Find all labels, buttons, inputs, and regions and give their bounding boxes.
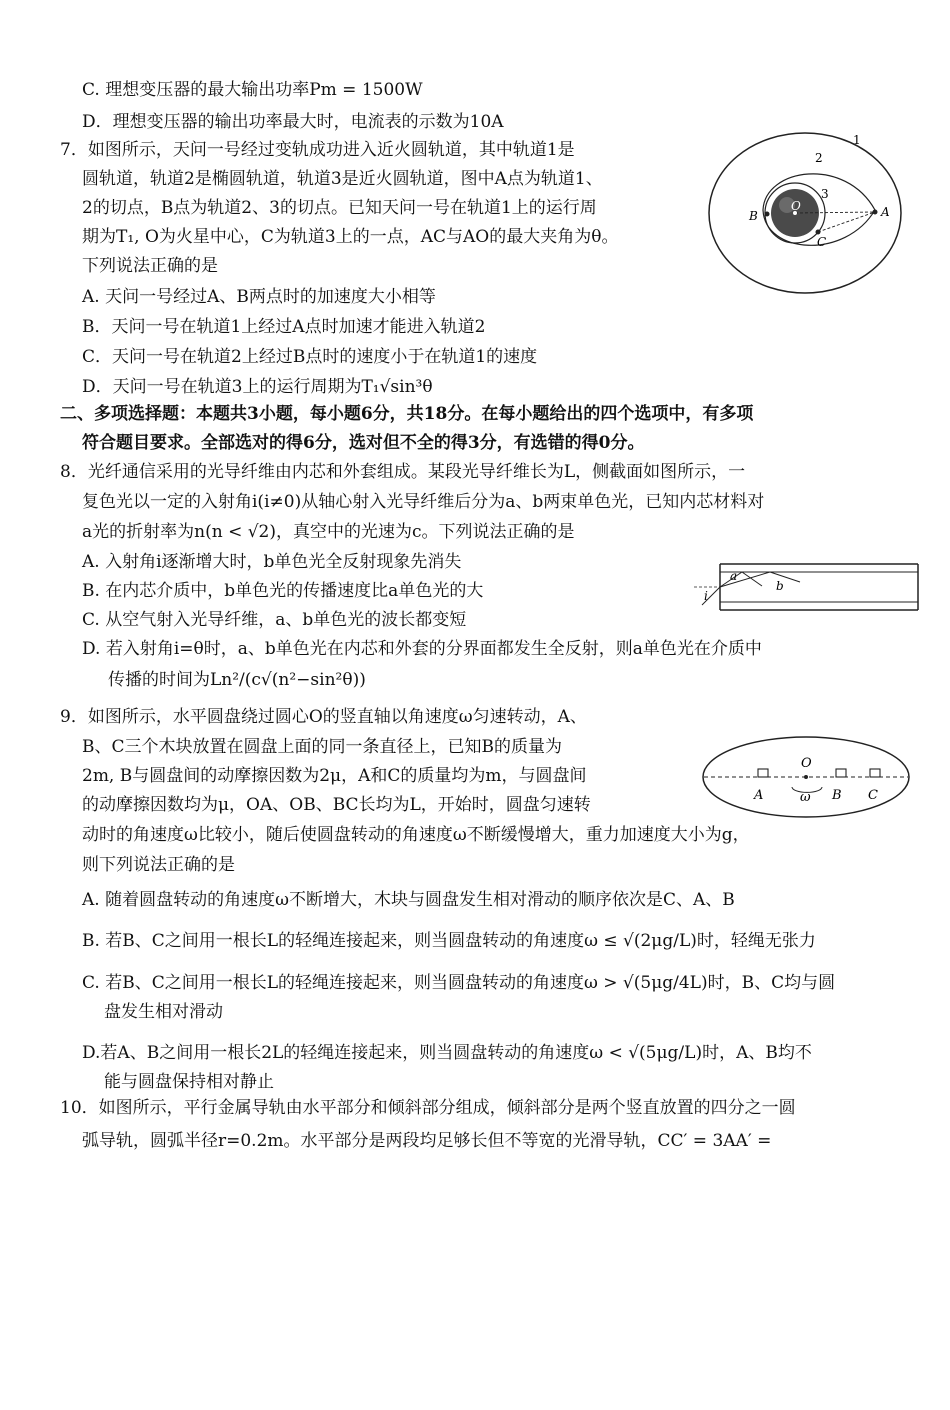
section-heading: 符合题目要求。全部选对的得6分，选对但不全的得3分，有选错的得0分。 (82, 433, 645, 453)
text-line: B. 若B、C之间用一根长L的轻绳连接起来，则当圆盘转动的角速度ω ≤ √(2μg/L)时，轻绳无张力 (82, 931, 816, 951)
text-line: D. 若入射角i=θ时，a、b单色光在内芯和外套的分界面都发生全反射，则a单色光在介质中 (82, 639, 762, 659)
disk-label: O (801, 756, 812, 771)
text-line: D．理想变压器的输出功率最大时，电流表的示数为10A (82, 112, 504, 132)
fiber-label: i (704, 589, 708, 603)
text-line: C．天问一号在轨道2上经过B点时的速度小于在轨道1的速度 (82, 347, 538, 367)
text-line: A. 随着圆盘转动的角速度ω不断增大，木块与圆盘发生相对滑动的顺序依次是C、A、B (82, 890, 735, 910)
text-line: 下列说法正确的是 (82, 256, 218, 276)
disk-label: B (832, 788, 842, 803)
text-line: A. 入射角i逐渐增大时，b单色光全反射现象先消失 (82, 552, 462, 572)
orbit-label: O (791, 199, 801, 213)
disk-label: A (754, 788, 764, 803)
text-line: D．天问一号在轨道3上的运行周期为T₁√sin³θ (82, 377, 433, 397)
orbit-label: A (881, 205, 890, 219)
text-line: 2m, B与圆盘间的动摩擦因数为2μ，A和C的质量均为m，与圆盘间 (82, 766, 587, 786)
text-line: D.若A、B之间用一根长2L的轻绳连接起来，则当圆盘转动的角速度ω < √(5μg/L)时，A、B均不 (82, 1043, 812, 1063)
fiber-label: a (730, 569, 738, 583)
text-line: 7．如图所示，天问一号经过变轨成功进入近火圆轨道，其中轨道1是 (60, 140, 575, 160)
orbit-label: 2 (815, 151, 823, 165)
text-line: 的动摩擦因数均为μ，OA、OB、BC长均为L，开始时，圆盘匀速转 (82, 795, 591, 815)
text-line: 10．如图所示，平行金属导轨由水平部分和倾斜部分组成，倾斜部分是两个竖直放置的四分之一圆 (60, 1098, 796, 1118)
text-line: B．天问一号在轨道1上经过A点时加速才能进入轨道2 (82, 317, 486, 337)
text-line: 复色光以一定的入射角i(i≠0)从轴心射入光导纤维后分为a、b两束单色光，已知内芯材料对 (82, 492, 765, 512)
orbit-label: B (749, 209, 758, 223)
text-line: 9．如图所示，水平圆盘绕过圆心O的竖直轴以角速度ω匀速转动，A、 (60, 707, 587, 727)
text-line: C. 理想变压器的最大输出功率Pm = 1500W (82, 80, 423, 100)
orbit-label: 3 (821, 187, 829, 201)
text-line: C. 若B、C之间用一根长L的轻绳连接起来，则当圆盘转动的角速度ω > √(5μg/4L)时，B、C均与圆 (82, 973, 836, 993)
orbit-label: C (817, 235, 827, 249)
text-line: 盘发生相对滑动 (104, 1002, 223, 1022)
disk-figure (700, 735, 912, 823)
text-line: 期为T₁, O为火星中心，C为轨道3上的一点，AC与AO的最大夹角为θ。 (82, 227, 619, 247)
text-line: 弧导轨，圆弧半径r=0.2m。水平部分是两段均足够长但不等宽的光滑导轨，CC′ = 3AA′ = (82, 1131, 772, 1151)
disk-label: C (868, 788, 878, 803)
fiber-figure (690, 560, 920, 618)
disk-label: ω (800, 790, 811, 805)
text-line: 圆轨道，轨道2是椭圆轨道，轨道3是近火圆轨道，图中A点为轨道1、 (82, 169, 603, 189)
fiber-label: b (776, 579, 784, 593)
section-heading: 二、多项选择题：本题共3小题，每小题6分，共18分。在每小题给出的四个选项中，有多项 (60, 404, 754, 424)
text-line: 动时的角速度ω比较小，随后使圆盘转动的角速度ω不断缓慢增大，重力加速度大小为g， (82, 825, 750, 845)
text-line: A. 天问一号经过A、B两点时的加速度大小相等 (82, 287, 436, 307)
text-line: B、C三个木块放置在圆盘上面的同一条直径上，已知B的质量为 (82, 737, 562, 757)
text-line: a光的折射率为n(n < √2)，真空中的光速为c。下列说法正确的是 (82, 522, 575, 542)
text-line: 则下列说法正确的是 (82, 855, 235, 875)
text-line: 8．光纤通信采用的光导纤维由内芯和外套组成。某段光导纤维长为L，侧截面如图所示，一 (60, 462, 746, 482)
orbit-label: 1 (853, 133, 861, 147)
text-line: 传播的时间为Ln²/(c√(n²−sin²θ)) (108, 670, 366, 690)
text-line: 2的切点，B点为轨道2、3的切点。已知天问一号在轨道1上的运行周 (82, 198, 597, 218)
orbit-figure (705, 128, 905, 298)
text-line: B. 在内芯介质中，b单色光的传播速度比a单色光的大 (82, 581, 484, 601)
text-line: C. 从空气射入光导纤维，a、b单色光的波长都变短 (82, 610, 467, 630)
text-line: 能与圆盘保持相对静止 (104, 1072, 274, 1092)
